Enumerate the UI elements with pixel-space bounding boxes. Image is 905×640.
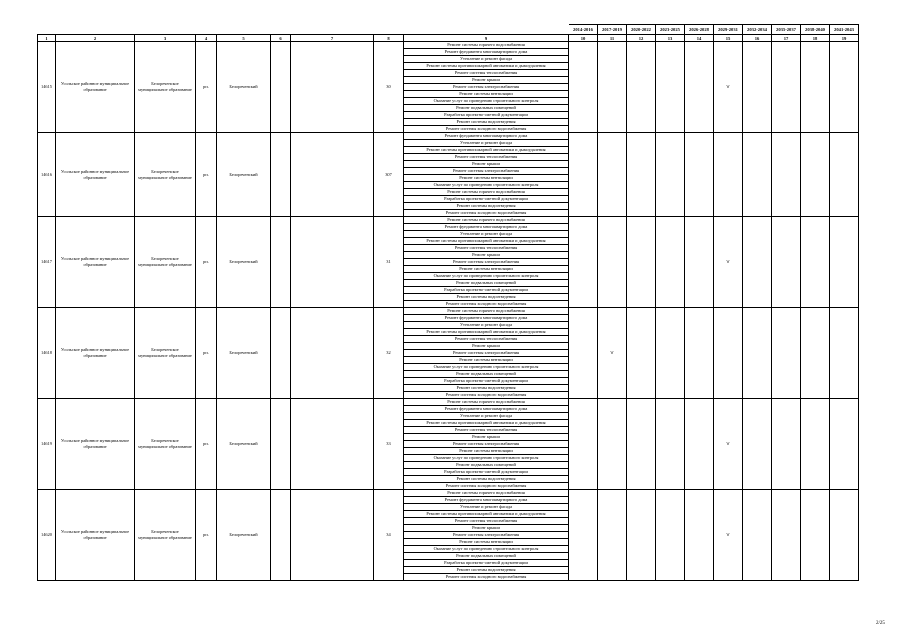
work-type: Ремонт системы электроснабжения <box>404 350 569 357</box>
work-type: Ремонт системы водоотведения <box>404 476 569 483</box>
year-range-header: 2038-2040 <box>801 25 830 35</box>
work-type: Ремонт фундамента многоквартирного дома <box>404 49 569 56</box>
column-number-header: 15 <box>714 35 743 42</box>
header-blank-cell <box>38 25 56 35</box>
locality-name: Белореченский <box>217 399 271 490</box>
locality-type: рп. <box>196 399 217 490</box>
house-number: 31 <box>374 217 404 308</box>
period-cell <box>772 399 801 490</box>
work-type: Ремонт системы холодного водоснабжения <box>404 574 569 581</box>
district-name: Усольское районное муниципальное образование <box>56 490 135 581</box>
table-body <box>38 25 859 581</box>
house-number: 33 <box>374 399 404 490</box>
street-cell <box>271 399 291 490</box>
work-type: Ремонт системы электроснабжения <box>404 168 569 175</box>
work-type: Ремонт крыши <box>404 161 569 168</box>
work-type: Оказание услуг по проведению строительного контроля <box>404 364 569 371</box>
period-cell <box>569 399 598 490</box>
work-type: Ремонт системы электроснабжения <box>404 441 569 448</box>
settlement-name: Белореченское муниципальное образование <box>135 217 196 308</box>
work-type: Ремонт системы теплоснабжения <box>404 518 569 525</box>
period-cell <box>685 490 714 581</box>
period-cell <box>627 217 656 308</box>
house-number: 32 <box>374 308 404 399</box>
work-type: Ремонт системы вентиляции <box>404 448 569 455</box>
column-number-header: 7 <box>291 35 374 42</box>
column-number-header: 6 <box>271 35 291 42</box>
period-cell <box>569 490 598 581</box>
period-cell <box>830 133 859 217</box>
period-cell <box>685 217 714 308</box>
house-number: 30 <box>374 42 404 133</box>
work-type: Ремонт системы холодного водоснабжения <box>404 210 569 217</box>
settlement-name: Белореченское муниципальное образование <box>135 399 196 490</box>
period-cell <box>772 42 801 133</box>
year-range-header: 2032-2034 <box>743 25 772 35</box>
period-cell <box>714 133 743 217</box>
period-cell <box>714 308 743 399</box>
table-row <box>38 217 859 224</box>
column-number-header: 9 <box>404 35 569 42</box>
locality-type: рп. <box>196 308 217 399</box>
year-range-header: 2041-2043 <box>830 25 859 35</box>
work-type: Ремонт системы теплоснабжения <box>404 70 569 77</box>
period-cell <box>656 133 685 217</box>
work-type: Утепление и ремонт фасада <box>404 504 569 511</box>
settlement-name: Белореченское муниципальное образование <box>135 490 196 581</box>
work-type: Ремонт системы вентиляции <box>404 266 569 273</box>
period-cell <box>743 308 772 399</box>
period-cell <box>830 217 859 308</box>
locality-type: рп. <box>196 133 217 217</box>
work-type: Ремонт фундамента многоквартирного дома <box>404 133 569 140</box>
year-range-header: 2023-2025 <box>656 25 685 35</box>
work-type: Разработка проектно-сметной документации <box>404 469 569 476</box>
period-cell <box>743 133 772 217</box>
work-type: Ремонт системы противопожарной автоматики и дымоудаления <box>404 63 569 70</box>
work-type: Утепление и ремонт фасада <box>404 413 569 420</box>
settlement-name: Белореченское муниципальное образование <box>135 133 196 217</box>
column-number-header: 3 <box>135 35 196 42</box>
work-type: Ремонт подвальных помещений <box>404 280 569 287</box>
work-type: Разработка проектно-сметной документации <box>404 287 569 294</box>
district-name: Усольское районное муниципальное образование <box>56 399 135 490</box>
locality-type: рп. <box>196 42 217 133</box>
capital-repair-schedule-table <box>37 24 859 581</box>
period-cell <box>801 490 830 581</box>
work-type: Ремонт системы горячего водоснабжения <box>404 217 569 224</box>
work-type: Ремонт подвальных помещений <box>404 105 569 112</box>
column-number-header: 14 <box>685 35 714 42</box>
period-cell <box>830 42 859 133</box>
period-cell <box>656 399 685 490</box>
work-type: Ремонт системы теплоснабжения <box>404 427 569 434</box>
header-blank-cell <box>374 25 404 35</box>
period-cell <box>830 308 859 399</box>
column-number-header: 2 <box>56 35 135 42</box>
work-type: Ремонт крыши <box>404 434 569 441</box>
work-type: Ремонт системы холодного водоснабжения <box>404 392 569 399</box>
work-type: Ремонт системы горячего водоснабжения <box>404 399 569 406</box>
period-mark: V <box>714 217 743 308</box>
column-number-header: 4 <box>196 35 217 42</box>
header-blank-cell <box>56 25 135 35</box>
period-cell <box>685 42 714 133</box>
street-cell <box>271 217 291 308</box>
street-name-cell <box>291 399 374 490</box>
period-cell <box>569 42 598 133</box>
work-type: Разработка проектно-сметной документации <box>404 378 569 385</box>
record-id: 14617 <box>38 217 56 308</box>
work-type: Разработка проектно-сметной документации <box>404 560 569 567</box>
period-cell <box>830 490 859 581</box>
street-name-cell <box>291 42 374 133</box>
year-range-header: 2014-2016 <box>569 25 598 35</box>
table-row <box>38 399 859 406</box>
header-blank-cell <box>271 25 291 35</box>
page-number: 2/25 <box>876 621 885 626</box>
year-range-header: 2035-2037 <box>772 25 801 35</box>
period-cell <box>801 399 830 490</box>
work-type: Ремонт системы электроснабжения <box>404 84 569 91</box>
period-cell <box>801 308 830 399</box>
settlement-name: Белореченское муниципальное образование <box>135 42 196 133</box>
work-type: Ремонт системы теплоснабжения <box>404 336 569 343</box>
work-type: Ремонт крыши <box>404 525 569 532</box>
work-type: Ремонт системы водоотведения <box>404 567 569 574</box>
period-cell <box>801 42 830 133</box>
record-id: 14616 <box>38 133 56 217</box>
work-type: Ремонт крыши <box>404 77 569 84</box>
period-cell <box>801 133 830 217</box>
period-cell <box>656 308 685 399</box>
work-type: Утепление и ремонт фасада <box>404 56 569 63</box>
locality-name: Белореченский <box>217 308 271 399</box>
period-cell <box>569 308 598 399</box>
column-number-header: 1 <box>38 35 56 42</box>
street-cell <box>271 42 291 133</box>
district-name: Усольское районное муниципальное образование <box>56 308 135 399</box>
period-cell <box>627 399 656 490</box>
work-type: Ремонт системы водоотведения <box>404 203 569 210</box>
period-mark: V <box>714 490 743 581</box>
period-cell <box>598 399 627 490</box>
period-cell <box>656 490 685 581</box>
column-number-header: 8 <box>374 35 404 42</box>
street-cell <box>271 308 291 399</box>
street-name-cell <box>291 217 374 308</box>
period-cell <box>627 308 656 399</box>
column-number-header: 10 <box>569 35 598 42</box>
work-type: Ремонт системы электроснабжения <box>404 532 569 539</box>
period-cell <box>685 308 714 399</box>
period-mark: V <box>714 399 743 490</box>
street-cell <box>271 133 291 217</box>
work-type: Ремонт системы противопожарной автоматики и дымоудаления <box>404 420 569 427</box>
header-blank-cell <box>196 25 217 35</box>
period-cell <box>772 133 801 217</box>
work-type: Ремонт подвальных помещений <box>404 553 569 560</box>
work-type: Оказание услуг по проведению строительного контроля <box>404 546 569 553</box>
header-blank-cell <box>135 25 196 35</box>
district-name: Усольское районное муниципальное образование <box>56 217 135 308</box>
work-type: Ремонт системы холодного водоснабжения <box>404 126 569 133</box>
period-cell <box>772 217 801 308</box>
work-type: Ремонт системы горячего водоснабжения <box>404 308 569 315</box>
work-type: Утепление и ремонт фасада <box>404 322 569 329</box>
period-cell <box>743 42 772 133</box>
record-id: 14615 <box>38 42 56 133</box>
work-type: Оказание услуг по проведению строительного контроля <box>404 98 569 105</box>
work-type: Ремонт системы электроснабжения <box>404 259 569 266</box>
work-type: Ремонт системы холодного водоснабжения <box>404 483 569 490</box>
street-name-cell <box>291 308 374 399</box>
column-number-header: 19 <box>830 35 859 42</box>
column-number-header: 16 <box>743 35 772 42</box>
street-name-cell <box>291 490 374 581</box>
work-type: Ремонт системы горячего водоснабжения <box>404 189 569 196</box>
work-type: Ремонт системы водоотведения <box>404 385 569 392</box>
period-cell <box>743 490 772 581</box>
work-type: Ремонт системы холодного водоснабжения <box>404 301 569 308</box>
header-blank-cell <box>404 25 569 35</box>
work-type: Ремонт системы горячего водоснабжения <box>404 490 569 497</box>
period-cell <box>656 42 685 133</box>
work-type: Ремонт системы противопожарной автоматики и дымоудаления <box>404 329 569 336</box>
period-cell <box>772 308 801 399</box>
work-type: Ремонт системы вентиляции <box>404 539 569 546</box>
year-range-header: 2017-2019 <box>598 25 627 35</box>
period-cell <box>569 133 598 217</box>
district-name: Усольское районное муниципальное образование <box>56 42 135 133</box>
record-id: 14620 <box>38 490 56 581</box>
work-type: Ремонт системы вентиляции <box>404 357 569 364</box>
period-cell <box>627 133 656 217</box>
work-type: Ремонт фундамента многоквартирного дома <box>404 497 569 504</box>
locality-name: Белореченский <box>217 133 271 217</box>
table-row <box>38 42 859 49</box>
record-id: 14619 <box>38 399 56 490</box>
work-type: Ремонт системы горячего водоснабжения <box>404 42 569 49</box>
work-type: Ремонт системы противопожарной автоматики и дымоудаления <box>404 238 569 245</box>
period-cell <box>598 133 627 217</box>
column-number-header: 18 <box>801 35 830 42</box>
work-type: Ремонт фундамента многоквартирного дома <box>404 315 569 322</box>
period-cell <box>743 217 772 308</box>
work-type: Утепление и ремонт фасада <box>404 231 569 238</box>
work-type: Ремонт крыши <box>404 252 569 259</box>
period-cell <box>569 217 598 308</box>
column-number-header: 11 <box>598 35 627 42</box>
period-cell <box>801 217 830 308</box>
work-type: Разработка проектно-сметной документации <box>404 196 569 203</box>
street-name-cell <box>291 133 374 217</box>
record-id: 14618 <box>38 308 56 399</box>
work-type: Ремонт системы вентиляции <box>404 175 569 182</box>
work-type: Оказание услуг по проведению строительного контроля <box>404 182 569 189</box>
work-type: Ремонт системы противопожарной автоматики и дымоудаления <box>404 147 569 154</box>
year-range-header: 2020-2022 <box>627 25 656 35</box>
period-mark: V <box>598 308 627 399</box>
work-type: Разработка проектно-сметной документации <box>404 112 569 119</box>
table-row <box>38 133 859 140</box>
locality-name: Белореченский <box>217 490 271 581</box>
work-type: Ремонт системы теплоснабжения <box>404 245 569 252</box>
work-type: Ремонт системы противопожарной автоматики и дымоудаления <box>404 511 569 518</box>
house-number: 307 <box>374 133 404 217</box>
period-cell <box>830 399 859 490</box>
work-type: Ремонт системы водоотведения <box>404 294 569 301</box>
year-range-header: 2026-2028 <box>685 25 714 35</box>
period-cell <box>685 399 714 490</box>
work-type: Ремонт системы водоотведения <box>404 119 569 126</box>
district-name: Усольское районное муниципальное образование <box>56 133 135 217</box>
locality-name: Белореченский <box>217 217 271 308</box>
work-type: Оказание услуг по проведению строительного контроля <box>404 455 569 462</box>
locality-name: Белореченский <box>217 42 271 133</box>
locality-type: рп. <box>196 217 217 308</box>
locality-type: рп. <box>196 490 217 581</box>
period-cell <box>598 217 627 308</box>
work-type: Ремонт системы теплоснабжения <box>404 154 569 161</box>
work-type: Ремонт крыши <box>404 343 569 350</box>
period-cell <box>772 490 801 581</box>
street-cell <box>271 490 291 581</box>
work-type: Ремонт системы вентиляции <box>404 91 569 98</box>
work-type: Ремонт фундамента многоквартирного дома <box>404 406 569 413</box>
header-blank-cell <box>291 25 374 35</box>
work-type: Утепление и ремонт фасада <box>404 140 569 147</box>
column-number-header: 13 <box>656 35 685 42</box>
period-cell <box>656 217 685 308</box>
column-number-header: 12 <box>627 35 656 42</box>
table-row <box>38 490 859 497</box>
house-number: 34 <box>374 490 404 581</box>
period-cell <box>598 42 627 133</box>
table-row <box>38 308 859 315</box>
work-type: Ремонт фундамента многоквартирного дома <box>404 224 569 231</box>
period-cell <box>598 490 627 581</box>
column-number-header: 17 <box>772 35 801 42</box>
year-range-header-row <box>38 25 859 35</box>
column-number-header-row <box>38 35 859 42</box>
period-cell <box>627 42 656 133</box>
header-blank-cell <box>217 25 271 35</box>
period-mark: V <box>714 42 743 133</box>
work-type: Ремонт подвальных помещений <box>404 371 569 378</box>
column-number-header: 5 <box>217 35 271 42</box>
work-type: Оказание услуг по проведению строительного контроля <box>404 273 569 280</box>
period-cell <box>685 133 714 217</box>
work-type: Ремонт подвальных помещений <box>404 462 569 469</box>
year-range-header: 2029-2031 <box>714 25 743 35</box>
period-cell <box>627 490 656 581</box>
settlement-name: Белореченское муниципальное образование <box>135 308 196 399</box>
period-cell <box>743 399 772 490</box>
